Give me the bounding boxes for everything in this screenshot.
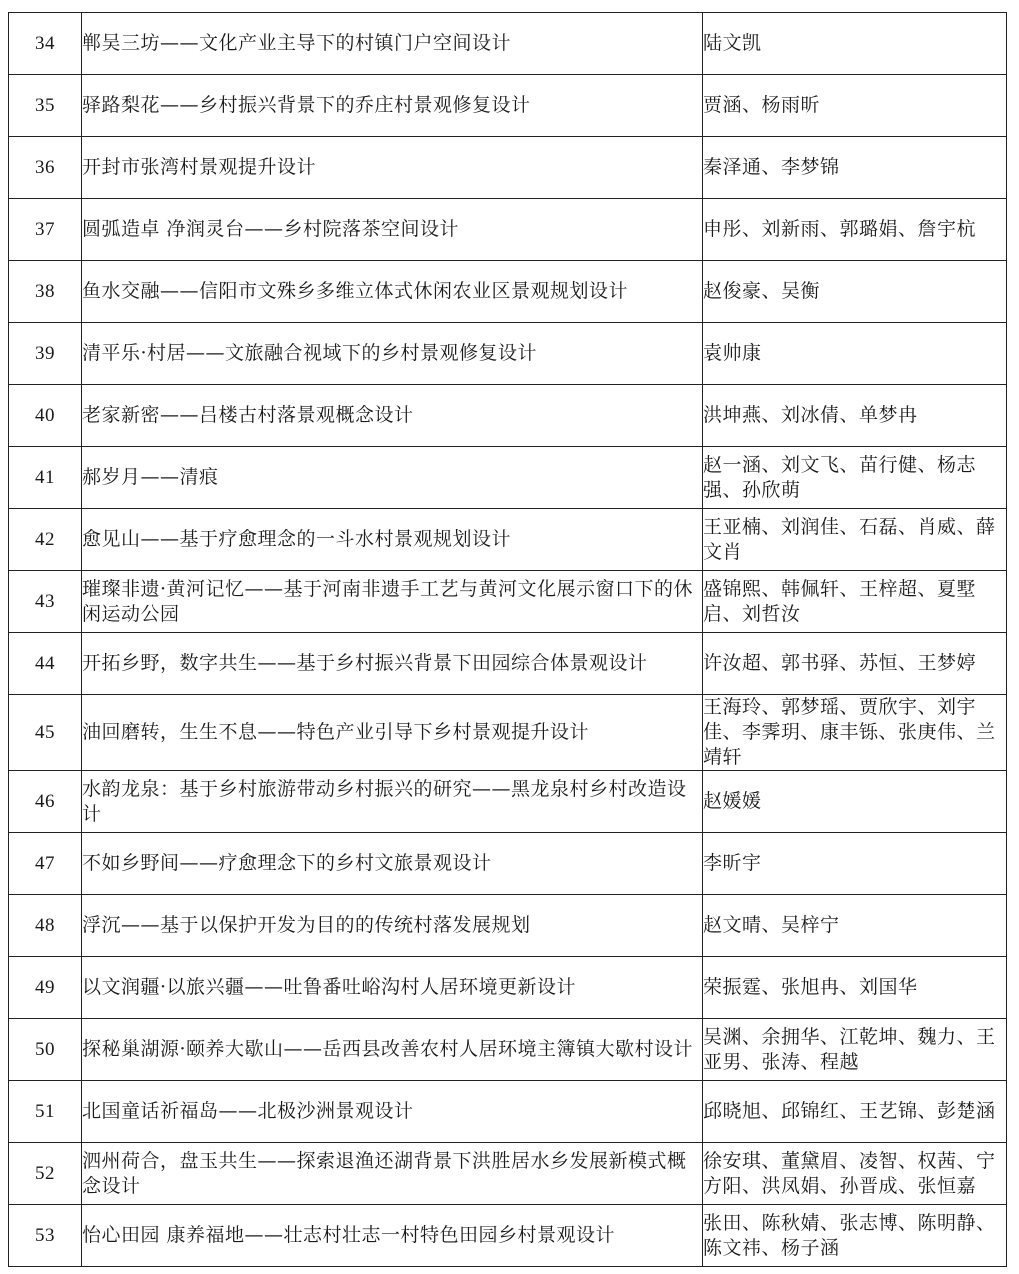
authors-cell: 王亚楠、刘润佳、石磊、肖威、薛文肖	[703, 509, 1007, 571]
project-title: 圆弧造卓 净润灵台——乡村院落茶空间设计	[82, 199, 703, 261]
table-row	[9, 1081, 1007, 1143]
row-number: 53	[9, 1205, 82, 1267]
project-title: 璀璨非遗·黄河记忆——基于河南非遗手工艺与黄河文化展示窗口下的休闲运动公园	[82, 571, 703, 633]
authors-cell: 吴渊、余拥华、江乾坤、魏力、王亚男、张涛、程越	[703, 1019, 1007, 1081]
project-title: 油回磨转，生生不息——特色产业引导下乡村景观提升设计	[82, 695, 703, 771]
table-row	[9, 385, 1007, 447]
project-title: 郸吴三坊——文化产业主导下的村镇门户空间设计	[82, 13, 703, 75]
table-row	[9, 509, 1007, 571]
project-title: 开拓乡野，数字共生——基于乡村振兴背景下田园综合体景观设计	[82, 633, 703, 695]
table-row	[9, 137, 1007, 199]
table-row	[9, 633, 1007, 695]
table-row	[9, 261, 1007, 323]
project-title: 驿路梨花——乡村振兴背景下的乔庄村景观修复设计	[82, 75, 703, 137]
row-number: 40	[9, 385, 82, 447]
table-row	[9, 75, 1007, 137]
project-title: 北国童话祈福岛——北极沙洲景观设计	[82, 1081, 703, 1143]
table-row	[9, 771, 1007, 833]
row-number: 35	[9, 75, 82, 137]
row-number: 38	[9, 261, 82, 323]
authors-cell: 张田、陈秋婧、张志博、陈明静、陈文祎、杨子涵	[703, 1205, 1007, 1267]
table-row	[9, 1143, 1007, 1205]
project-title: 浮沉——基于以保护开发为目的的传统村落发展规划	[82, 895, 703, 957]
row-number: 43	[9, 571, 82, 633]
authors-cell: 秦泽通、李梦锦	[703, 137, 1007, 199]
authors-cell: 陆文凯	[703, 13, 1007, 75]
row-number: 41	[9, 447, 82, 509]
row-number: 48	[9, 895, 82, 957]
table-row	[9, 447, 1007, 509]
project-title: 不如乡野间——疗愈理念下的乡村文旅景观设计	[82, 833, 703, 895]
row-number: 47	[9, 833, 82, 895]
authors-cell: 贾涵、杨雨昕	[703, 75, 1007, 137]
project-title: 老家新密——吕楼古村落景观概念设计	[82, 385, 703, 447]
award-table	[8, 12, 1007, 1267]
authors-cell: 徐安琪、董黛眉、凌智、权茜、宁方阳、洪凤娟、孙晋成、张恒嘉	[703, 1143, 1007, 1205]
row-number: 49	[9, 957, 82, 1019]
row-number: 52	[9, 1143, 82, 1205]
authors-cell: 李昕宇	[703, 833, 1007, 895]
authors-cell: 洪坤燕、刘冰倩、单梦冉	[703, 385, 1007, 447]
authors-cell: 邱晓旭、邱锦红、王艺锦、彭楚涵	[703, 1081, 1007, 1143]
authors-cell: 王海玲、郭梦瑶、贾欣宇、刘宇佳、李霁玥、康丰铄、张庚伟、兰靖轩	[703, 695, 1007, 771]
row-number: 44	[9, 633, 82, 695]
table-row	[9, 1205, 1007, 1267]
project-title: 愈见山——基于疗愈理念的一斗水村景观规划设计	[82, 509, 703, 571]
table-row	[9, 199, 1007, 261]
authors-cell: 盛锦熙、韩佩轩、王梓超、夏墅启、刘哲汝	[703, 571, 1007, 633]
row-number: 39	[9, 323, 82, 385]
project-title: 探秘巢湖源·颐养大歇山——岳西县改善农村人居环境主簿镇大歇村设计	[82, 1019, 703, 1081]
table-row	[9, 1019, 1007, 1081]
table-row	[9, 323, 1007, 385]
project-title: 鱼水交融——信阳市文殊乡多维立体式休闲农业区景观规划设计	[82, 261, 703, 323]
award-list-page	[8, 12, 1007, 1267]
table-row	[9, 833, 1007, 895]
project-title: 开封市张湾村景观提升设计	[82, 137, 703, 199]
authors-cell: 赵文晴、吴梓宁	[703, 895, 1007, 957]
authors-cell: 赵俊豪、吴衡	[703, 261, 1007, 323]
row-number: 51	[9, 1081, 82, 1143]
project-title: 水韵龙泉：基于乡村旅游带动乡村振兴的研究——黑龙泉村乡村改造设计	[82, 771, 703, 833]
authors-cell: 赵一涵、刘文飞、苗行健、杨志强、孙欣萌	[703, 447, 1007, 509]
project-title: 怡心田园 康养福地——壮志村壮志一村特色田园乡村景观设计	[82, 1205, 703, 1267]
authors-cell: 荣振霆、张旭冉、刘国华	[703, 957, 1007, 1019]
authors-cell: 许汝超、郭书驿、苏恒、王梦婷	[703, 633, 1007, 695]
authors-cell: 袁帅康	[703, 323, 1007, 385]
table-row	[9, 571, 1007, 633]
row-number: 34	[9, 13, 82, 75]
row-number: 46	[9, 771, 82, 833]
project-title: 以文润疆·以旅兴疆——吐鲁番吐峪沟村人居环境更新设计	[82, 957, 703, 1019]
project-title: 郝岁月——清痕	[82, 447, 703, 509]
authors-cell: 申彤、刘新雨、郭璐娟、詹宇杭	[703, 199, 1007, 261]
row-number: 37	[9, 199, 82, 261]
project-title: 清平乐·村居——文旅融合视域下的乡村景观修复设计	[82, 323, 703, 385]
row-number: 42	[9, 509, 82, 571]
table-row	[9, 695, 1007, 771]
row-number: 50	[9, 1019, 82, 1081]
authors-cell: 赵媛媛	[703, 771, 1007, 833]
table-row	[9, 895, 1007, 957]
table-row	[9, 957, 1007, 1019]
project-title: 泗州荷合，盘玉共生——探索退渔还湖背景下洪胜居水乡发展新模式概念设计	[82, 1143, 703, 1205]
table-row	[9, 13, 1007, 75]
award-table-body	[9, 13, 1007, 1267]
row-number: 45	[9, 695, 82, 771]
row-number: 36	[9, 137, 82, 199]
